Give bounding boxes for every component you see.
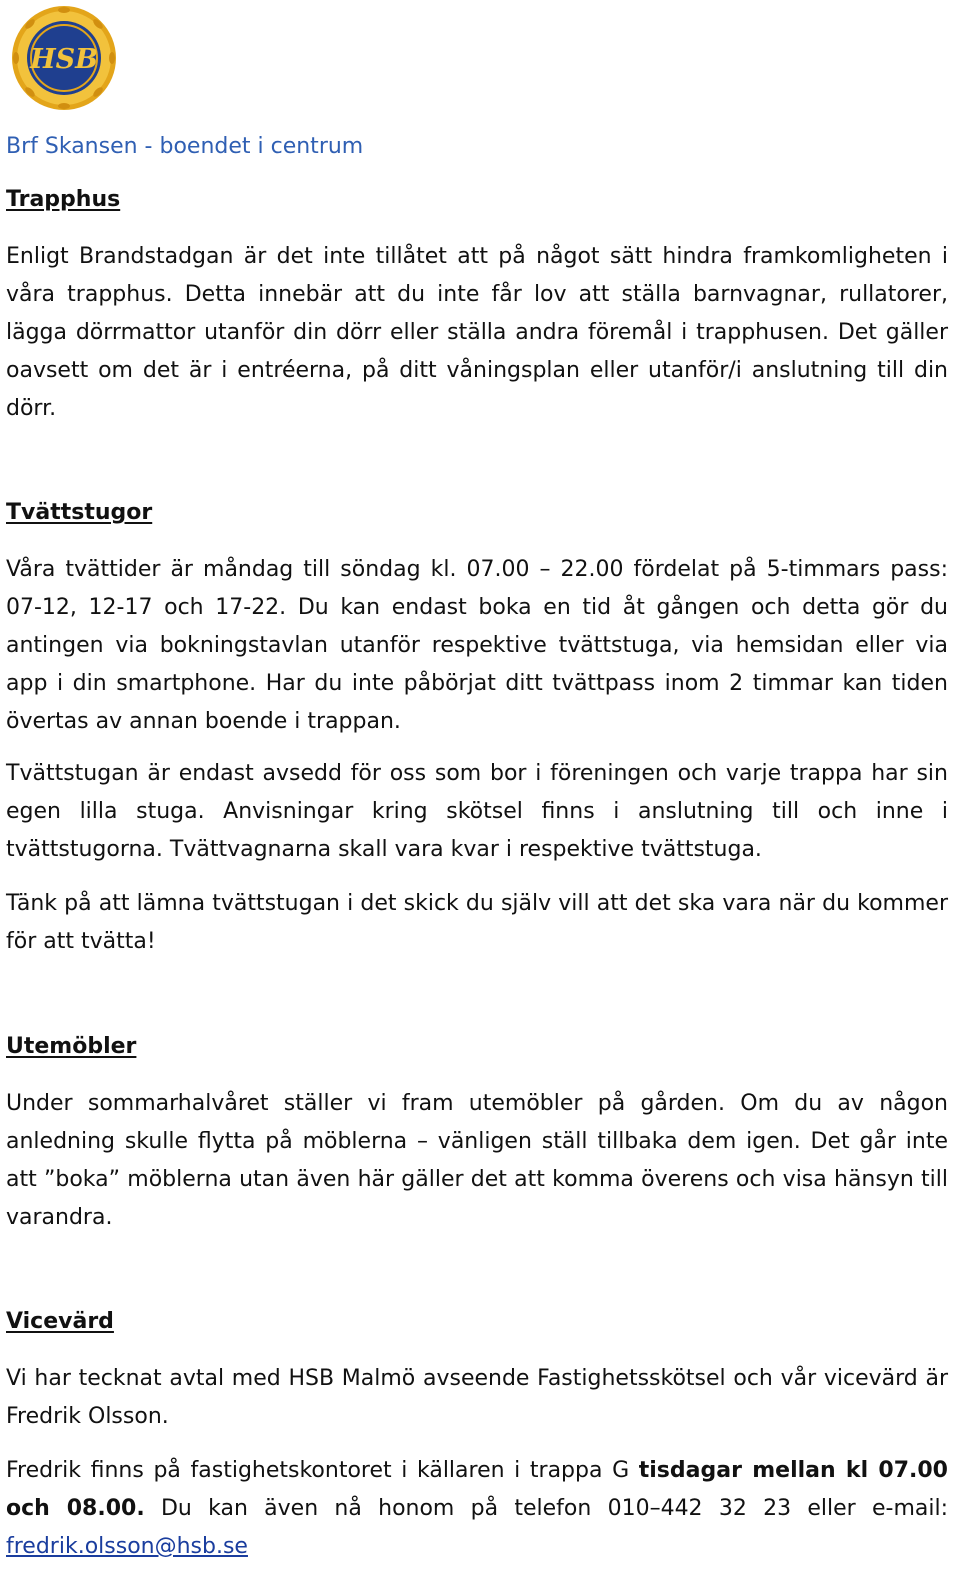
paragraph-tvattstuga-tip: Tänk på att lämna tvättstugan i det skick du själv vill att det ska vara när du kommer för att tvätta! [6,891,948,954]
paragraph-trapphus: Enligt Brandstadgan är det inte tillåtet att på något sätt hindra framkomligheten i våra trapphus. Detta innebär att du inte får lov att ställa barnvagnar, rullatorer, lägga dörrmattor utanför din dörr eller ställa andra föremål i trapphusen. Det gäller oavsett om det är i entréerna, på ditt våningsplan eller utanför/i anslutning till din dörr. [6,244,948,421]
heading-vicevard: Vicevärd [6,1309,114,1334]
paragraph-vicevard-contact [6,1452,948,1566]
contact-text-end: Du kan även nå honom på telefon 010–442 32 23 eller e-mail: [144,1496,948,1521]
heading-tvattstugor: Tvättstugor [6,500,153,525]
hsb-logo [8,2,120,112]
office-hours: tisdagar mellan kl 07.00 och 08.00. [6,1458,948,1521]
paragraph-tvattider: Våra tvättider är måndag till söndag kl. 07.00 – 22.00 fördelat på 5-timmars pass: 07-12, 12-17 och 17-22. Du kan endast boka en tid åt gången och detta gör du antingen via bokningstavlan utanför respektive tvättstuga, via hemsidan eller via app i din smartphone. Har du inte påbörjat ditt tvättpass inom 2 timmar kan tiden övertas av annan boende i trappan. [6,557,948,734]
contact-text-start: Fredrik finns på fastighetskontoret i källaren i trappa G [6,1458,639,1483]
heading-trapphus: Trapphus [6,187,121,212]
paragraph-utemobler: Under sommarhalvåret ställer vi fram utemöbler på gården. Om du av någon anledning skulle flytta på möblerna – vänligen ställ tillbaka dem igen. Det går inte att ”boka” möblerna utan även här gäller det att komma överens och visa hänsyn till varandra. [6,1091,948,1230]
email-link[interactable]: fredrik.olsson@hsb.se [6,1534,248,1559]
paragraph-tvattstuga-usage: Tvättstugan är endast avsedd för oss som bor i föreningen och varje trappa har sin egen lilla stuga. Anvisningar kring skötsel finns i anslutning till och inne i tvättstugorna. Tvättvagnarna skall vara kvar i respektive tvättstuga. [6,761,948,862]
heading-utemobler: Utemöbler [6,1034,137,1059]
association-name: Brf Skansen - boendet i centrum [6,134,364,159]
paragraph-vicevard-agreement: Vi har tecknat avtal med HSB Malmö avseende Fastighetsskötsel och vår vicevärd är Fredrik Olsson. [6,1366,948,1429]
logo-text: HSB [30,44,98,75]
